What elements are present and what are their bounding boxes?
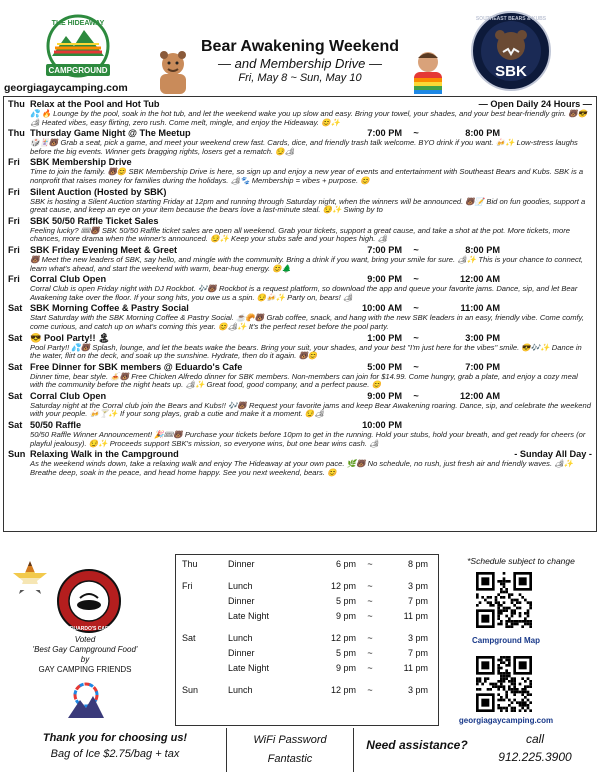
hours-end: 11 pm — [403, 663, 428, 673]
schedule-event — [8, 99, 592, 127]
hours-separator: ~ — [367, 559, 373, 569]
hours-start: 5 pm — [335, 648, 356, 658]
schedule-event — [8, 303, 592, 331]
event-start-time: 10:00 AM — [362, 303, 402, 314]
event-description: SBK is hosting a Silent Auction starting Friday at 12pm and running through Saturday night, when the winners will be announced. 🐻📝 Bid on fun goodies, support a great cause, and keep an eye on your item because the bears love a last-minute steal. 😏✨ Swing by to — [30, 196, 586, 215]
thank-you-text: Thank you for choosing us! — [42, 732, 188, 744]
table-row — [182, 631, 432, 646]
hours-end: 3 pm — [407, 633, 428, 643]
hours-end: 3 pm — [407, 581, 428, 591]
event-time-separator: ~ — [413, 361, 419, 372]
hours-start: 6 pm — [335, 559, 356, 569]
sbk-logo-icon — [470, 10, 552, 92]
event-title: Relax at the Pool and Hot Tub — [30, 99, 160, 109]
event-day: Sat — [8, 361, 23, 372]
sbk-ring-text: SOUTHEAST BEARS & KUBS — [475, 16, 547, 22]
bear-pride-cartoon-icon — [405, 48, 451, 94]
hours-day: Thu — [182, 559, 198, 569]
hours-meal: Dinner — [228, 648, 255, 658]
event-description: As the weekend winds down, take a relaxing walk and enjoy The Hideaway at your own pace. 🌿🐻 No schedule, no rush, just fresh air and friendly waves. 🏕✨ Breathe deep, soak in the peace, and head home happy. See you next weekend, bears. 😊 — [30, 459, 574, 477]
schedule-event — [8, 216, 592, 244]
event-title: Corral Club Open — [30, 274, 107, 285]
call-box — [480, 730, 590, 766]
event-day: Sun — [8, 449, 26, 460]
voted-org: GAY CAMPING FRIENDS — [38, 665, 132, 674]
event-title: Corral Club Open — [30, 390, 107, 401]
event-time-separator: ~ — [413, 244, 419, 255]
event-description: 🐻 Meet the new leaders of SBK, say hello, and mingle with the community. Bring a drink if you want, bring your smile for sure. 🏕✨ This is your chance to connect, learn what's ahead, and start the weekend with warm, bear-hug energy. 😊🌲 — [30, 254, 584, 273]
event-start-time: 9:00 PM — [367, 390, 402, 401]
event-description: 🎲🃏🐻 Grab a seat, pick a game, and meet your weekend crew fast. Cards, dice, and friendly trash talk welcome. BYO drink if you want. 🍻✨ Low-stress laughs before the big events. Winner gets bragging rights, losers get a rematch. 😏🏕 — [30, 138, 578, 156]
voted-quote: 'Best Gay Campground Food' — [32, 645, 138, 654]
event-description: Time to join the family. 🐻😊 SBK Membership Drive is here, so sign up and enjoy a new year of events and entertainment with Southeast Bears and Kubs. SBK is a nonprofit that raises money for families during the holidays. 🏕🐾 Membership = vibes + purpose. 😊 — [30, 167, 584, 185]
hours-end: 8 pm — [407, 559, 428, 569]
event-title: SBK Membership Drive — [30, 157, 132, 168]
event-description: Feeling lucky? 🎟🐻 SBK 50/50 Raffle ticket sales are open all weekend. Grab your tickets, support a great cause, and take a shot at the pot. More tickets, more chances, more drama when the winner's announced. 😏✨ Keep your stubs safe and your hopes high. 🏕 — [30, 225, 570, 244]
event-day: Sat — [8, 303, 23, 314]
cafe-hours-table — [175, 554, 439, 726]
event-end-time: 8:00 PM — [465, 244, 500, 255]
hours-meal: Lunch — [228, 685, 253, 695]
hours-separator: ~ — [367, 581, 373, 591]
website-qr-icon[interactable] — [476, 656, 532, 712]
hours-separator: ~ — [367, 685, 373, 695]
event-description: Corral Club is open Friday night with DJ Rockbot. 🎶🐻 Rockbot is a request platform, so download the app and queue your favorite jams. Dance, sip, and let Bear Awakening take over the floor. If your song hits, you owe us a spin. 😏🍻✨ Party on, bears! 🏕 — [30, 284, 578, 302]
schedule-event — [8, 128, 592, 156]
hours-day — [182, 646, 228, 661]
event-day: Sat — [8, 390, 23, 401]
event-description: Pool Party!! 💦🐻 Splash, lounge, and let the beats wake the bears. Bring your suit, your shades, and your best "I'm just here for the vibes" smile. 😎🎶✨ Dance in the water, flirt on the deck, and soak up the sunshine. Hydrate, then do it again. 🐻😊 — [30, 342, 582, 361]
voted-by: by — [80, 655, 90, 664]
event-schedule — [3, 96, 597, 532]
hours-meal: Lunch — [228, 633, 253, 643]
hideaway-logo-icon — [40, 12, 116, 84]
event-day: Fri — [8, 244, 20, 255]
table-row — [182, 661, 432, 676]
event-description: Dinner time, bear style. 🍝🐻 Free Chicken Alfredo dinner for SBK members. Non-members can join for $14.99. Come hungry, grab a plate, and enjoy a cozy meal with the community before the night heats up. 🏕✨ Great food, good company, and a perfect pause. 😊 — [30, 371, 578, 390]
event-day: Fri — [8, 186, 20, 197]
hours-day — [182, 609, 228, 624]
voted-label: Voted — [74, 635, 96, 644]
event-end-time: 12:00 AM — [460, 390, 500, 401]
wifi-password: Fantastic — [267, 753, 313, 765]
event-end-time: 8:00 PM — [465, 128, 500, 139]
hours-separator: ~ — [367, 648, 373, 658]
schedule-event — [8, 274, 592, 302]
hours-start: 9 pm — [335, 663, 356, 673]
hours-meal: Late Night — [228, 663, 270, 673]
phone-number[interactable]: 912.225.3900 — [498, 750, 572, 764]
hours-day: Fri — [182, 581, 193, 591]
table-row — [182, 609, 432, 624]
event-dates: Fri, May 8 ~ Sun, May 10 — [238, 72, 362, 84]
header — [0, 0, 600, 96]
event-time-separator: ~ — [413, 303, 419, 314]
event-title: 50/50 Raffle — [30, 420, 82, 431]
hours-day — [182, 661, 228, 676]
schedule-event — [8, 391, 592, 419]
ice-price: Bag of Ice $2.75/bag + tax — [50, 748, 180, 760]
event-time-separator: ~ — [413, 332, 419, 343]
campground-map-label: Campground Map — [472, 636, 540, 645]
footer — [0, 728, 600, 776]
schedule-event — [8, 245, 592, 273]
assistance-text: Need assistance? — [366, 738, 468, 752]
event-header — [8, 187, 592, 198]
hours-end: 7 pm — [407, 596, 428, 606]
hours-separator: ~ — [367, 611, 373, 621]
hours-day: Sun — [182, 685, 199, 695]
schedule-event — [8, 362, 592, 390]
hours-separator: ~ — [367, 596, 373, 606]
event-end-time: 3:00 PM — [465, 332, 500, 343]
event-title: SBK Friday Evening Meet & Greet — [30, 244, 178, 255]
table-row — [182, 683, 432, 698]
page-title: Bear Awakening Weekend — [201, 38, 399, 55]
voted-award — [0, 635, 170, 675]
hours-end: 11 pm — [403, 611, 428, 621]
hours-day: Sat — [182, 633, 196, 643]
hours-start: 5 pm — [335, 596, 356, 606]
schedule-note: *Schedule subject to change — [467, 556, 575, 566]
schedule-event — [8, 333, 592, 361]
event-title: SBK Morning Coffee & Pastry Social — [30, 303, 189, 314]
schedule-event — [8, 157, 592, 185]
event-header — [8, 333, 592, 344]
event-end-time: 7:00 PM — [465, 361, 500, 372]
event-start-time: 5:00 PM — [367, 361, 402, 372]
hours-start: 12 pm — [330, 581, 356, 591]
event-description: Saturday night at the Corral club join the Bears and Kubs!! 🎶🐻 Request your favorite jams and keep Bear Awakening roaring. Dance, sip, and celebrate the weekend with your people. 🍻🍸✨ If your song plays, grab a cutie and make it a moment. 😏🏕 — [30, 400, 591, 419]
schedule-event — [8, 187, 592, 215]
event-start-time: 1:00 PM — [367, 332, 402, 343]
hours-separator: ~ — [367, 633, 373, 643]
event-end-time: 11:00 AM — [460, 303, 500, 314]
hours-start: 12 pm — [330, 685, 356, 695]
hours-meal: Dinner — [228, 559, 255, 569]
table-row — [182, 594, 432, 609]
hours-day — [182, 594, 228, 609]
event-start-time: 9:00 PM — [367, 274, 402, 285]
website-qr-label[interactable]: georgiagaycamping.com — [458, 716, 554, 725]
hours-end: 7 pm — [407, 648, 428, 658]
wifi-label: WiFi Password — [253, 734, 327, 746]
campground-map-qr-icon[interactable] — [476, 572, 532, 628]
hours-meal: Dinner — [228, 596, 255, 606]
gay-camping-friends-logo-icon — [66, 680, 106, 720]
event-day: Sat — [8, 332, 23, 343]
event-time-separator: ~ — [413, 128, 419, 139]
table-row — [182, 557, 432, 572]
event-title: Thursday Game Night @ The Meetup — [30, 128, 191, 139]
hideaway-logo-bottom: CAMPGROUND — [48, 66, 108, 75]
event-end-time: 12:00 AM — [460, 274, 500, 285]
hours-start: 12 pm — [330, 633, 356, 643]
event-description: Start Saturday with the SBK Morning Coffee & Pastry Social. ☕🥐🐻 Grab coffee, snack, and hang with the new SBK leaders in an easy, friendly vibe. Come comfy, come curious, and catch up on what's coming this year. 😊🏕✨ It's the perfect reset before the pool party. — [30, 313, 584, 331]
site-url[interactable]: georgiagaycamping.com — [4, 82, 128, 94]
hours-end: 3 pm — [407, 685, 428, 695]
table-row — [182, 646, 432, 661]
schedule-event — [8, 420, 592, 448]
title-block — [170, 38, 430, 85]
event-day: Fri — [8, 274, 20, 285]
event-day: Sat — [8, 420, 23, 431]
event-description: 💦 🔥 Lounge by the pool, soak in the hot tub, and let the weekend wake you up slow and easy. Bring your towel, your shades, and your best bear-friendly grin. 🐻😎🏕 Heated vibes, easy flirting, zero rush. Come melt, mingle, and enjoy the Hideaway. 😊✨ — [30, 109, 588, 127]
bear-pride-star-icon — [12, 560, 48, 596]
eduardos-cafe-logo-icon — [56, 568, 122, 634]
hideaway-logo-top: THE HIDEAWAY — [51, 20, 105, 27]
event-title: SBK 50/50 Raffle Ticket Sales — [30, 215, 159, 226]
event-title: Relaxing Walk in the Campground — [30, 449, 179, 460]
event-title: 😎 Pool Party!! 🏝 — [30, 332, 110, 343]
hours-meal: Lunch — [228, 581, 253, 591]
event-title: Free Dinner for SBK members @ Eduardo's Cafe — [30, 361, 243, 372]
schedule-event — [8, 449, 592, 477]
page-subtitle: — and Membership Drive — — [218, 56, 382, 71]
event-time-separator: ~ — [413, 390, 419, 401]
event-description: 50/50 Raffle Winner Announcement! 🎉🎟🐻 Purchase your tickets before 10pm to get in the running. Hold your stubs, hold your breath, and get ready for cheers (or playful jealousy). 😏✨ Proceeds support SBK's mission, so everyone wins, but one bear wins cash. 🏕 — [30, 430, 586, 448]
hours-meal: Late Night — [228, 611, 270, 621]
table-row — [182, 579, 432, 594]
event-day: Fri — [8, 215, 20, 226]
event-start-time: 7:00 PM — [367, 128, 402, 139]
event-start-time: 7:00 PM — [367, 244, 402, 255]
wifi-box — [226, 728, 354, 772]
event-start-time: 10:00 PM — [362, 420, 402, 431]
event-note: - Sunday All Day - — [514, 449, 592, 460]
hours-start: 9 pm — [335, 611, 356, 621]
event-title: Silent Auction (Hosted by SBK) — [30, 186, 167, 197]
event-day: Thu — [8, 99, 25, 109]
event-day: Fri — [8, 157, 20, 168]
sbk-logo-text: SBK — [495, 63, 527, 80]
call-label: call — [525, 732, 544, 746]
hours-separator: ~ — [367, 663, 373, 673]
event-day: Thu — [8, 128, 25, 139]
event-time-separator: ~ — [413, 274, 419, 285]
eduardos-logo-text: EDUARDO'S CAFE — [66, 626, 112, 632]
event-note: — Open Daily 24 Hours — — [478, 99, 592, 109]
